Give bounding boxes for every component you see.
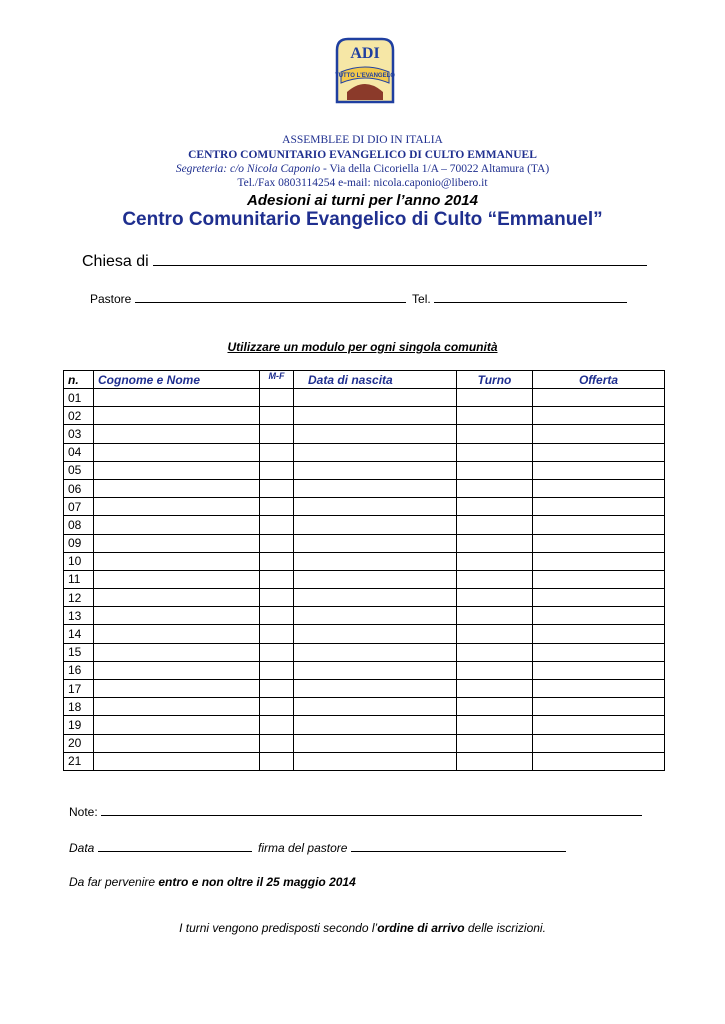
row-dob-cell[interactable] <box>294 589 457 607</box>
row-turno-cell[interactable] <box>457 552 533 570</box>
row-mf-cell[interactable] <box>260 570 294 588</box>
row-offerta-cell[interactable] <box>533 625 665 643</box>
table-row <box>64 407 665 425</box>
data-blank[interactable] <box>98 839 252 852</box>
table-row <box>64 589 665 607</box>
row-dob-cell[interactable] <box>294 389 457 407</box>
row-name-cell[interactable] <box>94 552 260 570</box>
deadline-note <box>69 875 356 889</box>
firma-blank[interactable] <box>351 839 566 852</box>
row-offerta-cell[interactable] <box>533 389 665 407</box>
row-number: 19 <box>64 716 94 734</box>
table-row <box>64 479 665 497</box>
adi-logo <box>331 36 399 106</box>
row-mf-cell[interactable] <box>260 643 294 661</box>
row-dob-cell[interactable] <box>294 625 457 643</box>
row-mf-cell[interactable] <box>260 607 294 625</box>
table-header-row <box>64 371 665 389</box>
chiesa-field[interactable] <box>82 253 647 271</box>
row-turno-cell[interactable] <box>457 407 533 425</box>
row-turno-cell[interactable] <box>457 607 533 625</box>
row-number: 20 <box>64 734 94 752</box>
row-dob-cell[interactable] <box>294 570 457 588</box>
row-dob-cell[interactable] <box>294 443 457 461</box>
row-offerta-cell[interactable] <box>533 534 665 552</box>
row-dob-cell[interactable] <box>294 479 457 497</box>
row-number: 11 <box>64 570 94 588</box>
table-row <box>64 498 665 516</box>
row-number: 01 <box>64 389 94 407</box>
row-number: 21 <box>64 752 94 770</box>
row-number: 15 <box>64 643 94 661</box>
table-row <box>64 516 665 534</box>
row-mf-cell[interactable] <box>260 734 294 752</box>
row-number: 09 <box>64 534 94 552</box>
row-dob-cell[interactable] <box>294 716 457 734</box>
col-name: Cognome e Nome <box>94 371 260 389</box>
row-offerta-cell[interactable] <box>533 498 665 516</box>
row-number: 02 <box>64 407 94 425</box>
row-dob-cell[interactable] <box>294 661 457 679</box>
table-row <box>64 389 665 407</box>
row-dob-cell[interactable] <box>294 498 457 516</box>
header-org: ASSEMBLEE DI DIO IN ITALIA <box>282 134 443 146</box>
row-offerta-cell[interactable] <box>533 752 665 770</box>
row-dob-cell[interactable] <box>294 607 457 625</box>
row-turno-cell[interactable] <box>457 734 533 752</box>
row-dob-cell[interactable] <box>294 680 457 698</box>
row-turno-cell[interactable] <box>457 534 533 552</box>
row-name-cell[interactable] <box>94 443 260 461</box>
table-row <box>64 552 665 570</box>
turni-note <box>0 921 725 935</box>
row-dob-cell[interactable] <box>294 407 457 425</box>
row-offerta-cell[interactable] <box>533 698 665 716</box>
row-name-cell[interactable] <box>94 625 260 643</box>
row-dob-cell[interactable] <box>294 698 457 716</box>
header-address: Via della Cicoriella 1/A – 70022 Altamura (TA) <box>326 163 550 175</box>
row-offerta-cell[interactable] <box>533 643 665 661</box>
table-row <box>64 607 665 625</box>
row-mf-cell[interactable] <box>260 443 294 461</box>
table-row <box>64 461 665 479</box>
row-number: 12 <box>64 589 94 607</box>
row-number: 08 <box>64 516 94 534</box>
deadline-date: entro e non oltre il 25 maggio 2014 <box>158 875 356 889</box>
row-mf-cell[interactable] <box>260 625 294 643</box>
header-contacts: Tel./Fax 0803114254 e-mail: nicola.caponio@libero.it <box>237 177 488 189</box>
data-label: Data <box>69 841 95 855</box>
table-row <box>64 425 665 443</box>
row-mf-cell[interactable] <box>260 716 294 734</box>
pastore-field[interactable] <box>90 290 627 306</box>
row-number: 05 <box>64 461 94 479</box>
form-subtitle: Centro Comunitario Evangelico di Culto “Emmanuel” <box>122 209 603 230</box>
row-mf-cell[interactable] <box>260 389 294 407</box>
table-row <box>64 680 665 698</box>
row-dob-cell[interactable] <box>294 552 457 570</box>
table-row <box>64 716 665 734</box>
note-blank[interactable] <box>101 803 642 816</box>
row-mf-cell[interactable] <box>260 479 294 497</box>
row-mf-cell[interactable] <box>260 407 294 425</box>
row-mf-cell[interactable] <box>260 498 294 516</box>
data-firma-field[interactable] <box>69 839 566 855</box>
form-title: Adesioni ai turni per l’anno 2014 <box>247 192 478 209</box>
usage-note: Utilizzare un modulo per ogni singola comunità <box>227 340 498 354</box>
row-name-cell[interactable] <box>94 680 260 698</box>
row-turno-cell[interactable] <box>457 643 533 661</box>
row-turno-cell[interactable] <box>457 589 533 607</box>
row-offerta-cell[interactable] <box>533 407 665 425</box>
row-number: 14 <box>64 625 94 643</box>
row-offerta-cell[interactable] <box>533 479 665 497</box>
row-turno-cell[interactable] <box>457 389 533 407</box>
row-turno-cell[interactable] <box>457 752 533 770</box>
tel-label: Tel. <box>412 292 431 306</box>
row-offerta-cell[interactable] <box>533 734 665 752</box>
row-name-cell[interactable] <box>94 716 260 734</box>
col-dob: Data di nascita <box>294 371 457 389</box>
row-offerta-cell[interactable] <box>533 716 665 734</box>
row-name-cell[interactable] <box>94 607 260 625</box>
row-dob-cell[interactable] <box>294 516 457 534</box>
row-offerta-cell[interactable] <box>533 607 665 625</box>
row-name-cell[interactable] <box>94 752 260 770</box>
row-mf-cell[interactable] <box>260 461 294 479</box>
row-number: 10 <box>64 552 94 570</box>
header-segreteria-label: Segreteria: c/o Nicola Caponio - <box>175 163 327 175</box>
row-name-cell[interactable] <box>94 461 260 479</box>
row-turno-cell[interactable] <box>457 461 533 479</box>
row-name-cell[interactable] <box>94 407 260 425</box>
row-turno-cell[interactable] <box>457 443 533 461</box>
table-row <box>64 534 665 552</box>
row-number: 16 <box>64 661 94 679</box>
row-number: 03 <box>64 425 94 443</box>
col-turno: Turno <box>457 371 533 389</box>
row-name-cell[interactable] <box>94 643 260 661</box>
logo-ribbon-text: TUTTO L'EVANGELO <box>335 73 395 79</box>
row-mf-cell[interactable] <box>260 534 294 552</box>
row-number: 17 <box>64 680 94 698</box>
table-row <box>64 698 665 716</box>
row-number: 18 <box>64 698 94 716</box>
row-offerta-cell[interactable] <box>533 425 665 443</box>
turni-suffix: delle iscrizioni. <box>464 921 546 935</box>
header-center: CENTRO COMUNITARIO EVANGELICO DI CULTO EMMANUEL <box>188 149 537 161</box>
row-name-cell[interactable] <box>94 661 260 679</box>
row-number: 06 <box>64 479 94 497</box>
table-row <box>64 570 665 588</box>
row-turno-cell[interactable] <box>457 479 533 497</box>
row-name-cell[interactable] <box>94 534 260 552</box>
row-mf-cell[interactable] <box>260 698 294 716</box>
row-number: 07 <box>64 498 94 516</box>
row-mf-cell[interactable] <box>260 589 294 607</box>
row-turno-cell[interactable] <box>457 516 533 534</box>
row-offerta-cell[interactable] <box>533 516 665 534</box>
chiesa-blank[interactable] <box>153 253 647 266</box>
row-turno-cell[interactable] <box>457 498 533 516</box>
row-offerta-cell[interactable] <box>533 443 665 461</box>
row-offerta-cell[interactable] <box>533 552 665 570</box>
row-number: 13 <box>64 607 94 625</box>
firma-label: firma del pastore <box>258 841 348 855</box>
row-name-cell[interactable] <box>94 698 260 716</box>
table-row <box>64 643 665 661</box>
row-mf-cell[interactable] <box>260 552 294 570</box>
row-mf-cell[interactable] <box>260 516 294 534</box>
row-mf-cell[interactable] <box>260 425 294 443</box>
row-mf-cell[interactable] <box>260 752 294 770</box>
table-row <box>64 661 665 679</box>
row-dob-cell[interactable] <box>294 425 457 443</box>
row-turno-cell[interactable] <box>457 716 533 734</box>
col-offerta: Offerta <box>533 371 665 389</box>
row-turno-cell[interactable] <box>457 698 533 716</box>
turni-prefix: I turni vengono predisposti secondo l’ <box>179 921 378 935</box>
note-label: Note: <box>69 805 98 819</box>
row-name-cell[interactable] <box>94 498 260 516</box>
table-row <box>64 443 665 461</box>
row-turno-cell[interactable] <box>457 570 533 588</box>
row-offerta-cell[interactable] <box>533 589 665 607</box>
row-offerta-cell[interactable] <box>533 461 665 479</box>
row-name-cell[interactable] <box>94 389 260 407</box>
row-offerta-cell[interactable] <box>533 680 665 698</box>
turni-bold: ordine di arrivo <box>377 921 465 935</box>
row-turno-cell[interactable] <box>457 625 533 643</box>
row-name-cell[interactable] <box>94 516 260 534</box>
row-turno-cell[interactable] <box>457 680 533 698</box>
row-name-cell[interactable] <box>94 589 260 607</box>
row-number: 04 <box>64 443 94 461</box>
row-turno-cell[interactable] <box>457 425 533 443</box>
row-offerta-cell[interactable] <box>533 661 665 679</box>
note-field[interactable] <box>69 803 642 819</box>
row-dob-cell[interactable] <box>294 734 457 752</box>
pastore-label: Pastore <box>90 292 132 306</box>
table-row <box>64 752 665 770</box>
row-mf-cell[interactable] <box>260 661 294 679</box>
col-mf: M-F <box>260 371 294 389</box>
row-dob-cell[interactable] <box>294 752 457 770</box>
pastore-blank[interactable] <box>135 290 406 303</box>
row-name-cell[interactable] <box>94 570 260 588</box>
table-row <box>64 734 665 752</box>
row-mf-cell[interactable] <box>260 680 294 698</box>
header-segreteria <box>0 162 725 176</box>
row-dob-cell[interactable] <box>294 643 457 661</box>
col-n: n. <box>64 371 94 389</box>
row-name-cell[interactable] <box>94 734 260 752</box>
row-offerta-cell[interactable] <box>533 570 665 588</box>
chiesa-label: Chiesa di <box>82 253 149 270</box>
deadline-prefix: Da far pervenire <box>69 875 159 889</box>
logo-title: ADI <box>350 45 380 62</box>
row-name-cell[interactable] <box>94 479 260 497</box>
tel-blank[interactable] <box>434 290 627 303</box>
row-dob-cell[interactable] <box>294 534 457 552</box>
row-dob-cell[interactable] <box>294 461 457 479</box>
registration-table <box>63 370 665 771</box>
row-turno-cell[interactable] <box>457 661 533 679</box>
table-row <box>64 625 665 643</box>
row-name-cell[interactable] <box>94 425 260 443</box>
